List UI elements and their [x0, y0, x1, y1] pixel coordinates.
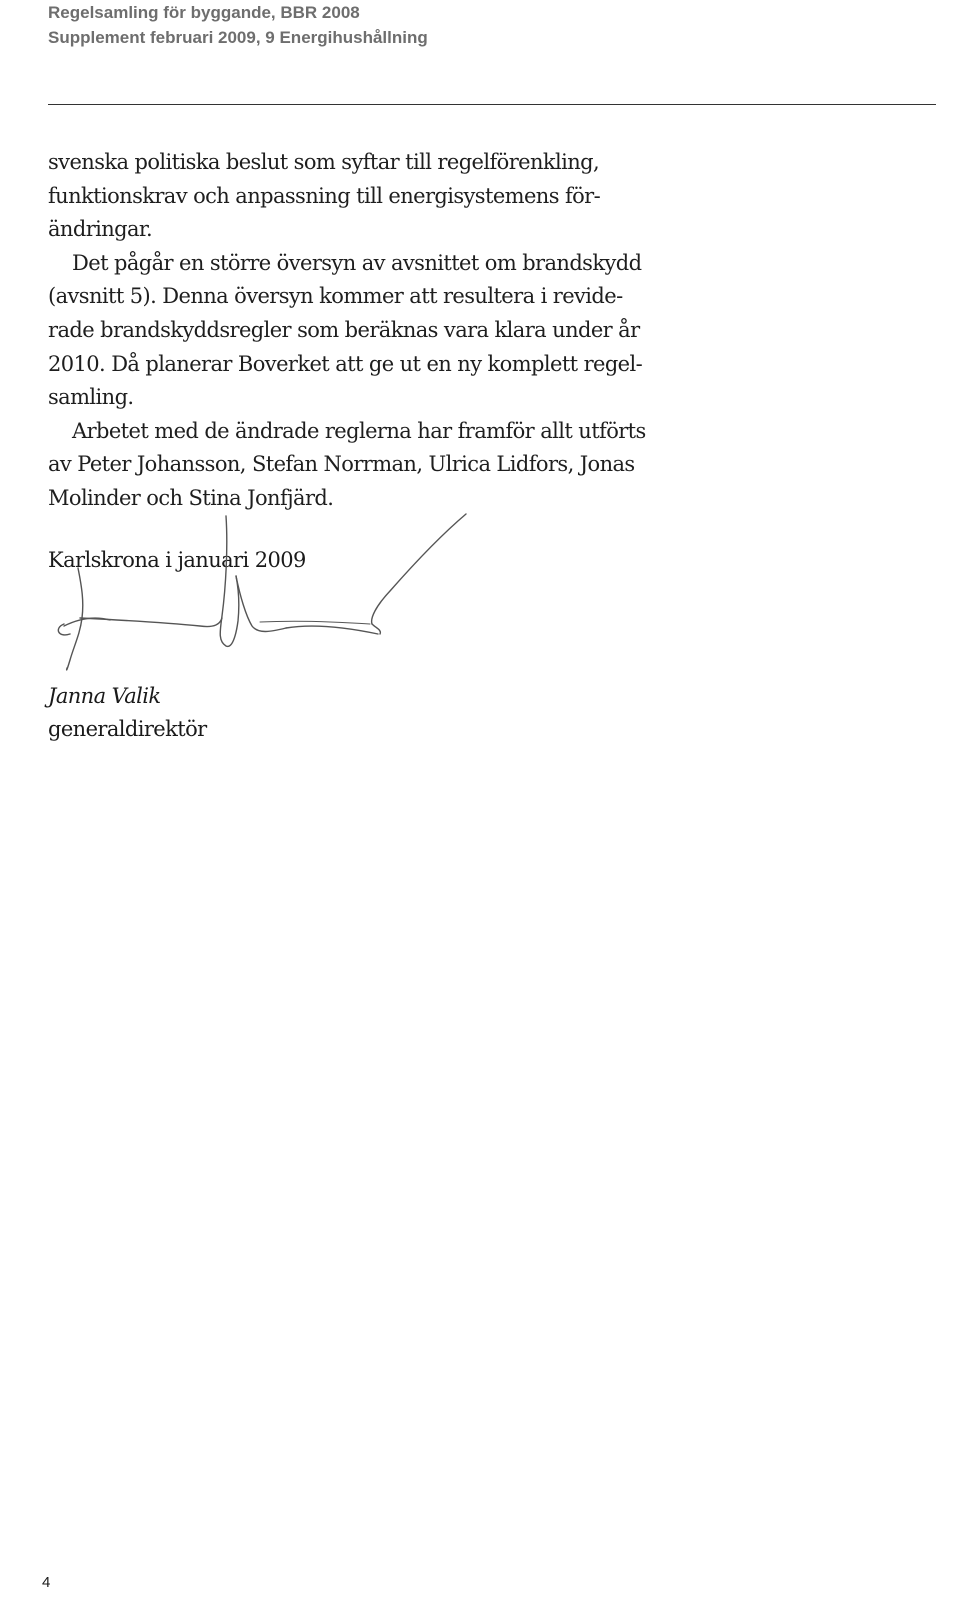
- text-line: (avsnitt 5). Denna översyn kommer att resultera i revide-: [48, 284, 623, 309]
- paragraph-2: [48, 247, 738, 415]
- header-title: Regelsamling för byggande, BBR 2008: [48, 3, 360, 22]
- text-line: ändringar.: [48, 217, 153, 242]
- text-line: rade brandskyddsregler som beräknas vara klara under år: [48, 317, 640, 342]
- text-line: av Peter Johansson, Stefan Norrman, Ulrica Lidfors, Jonas: [48, 452, 635, 477]
- signer-title: generaldirektör: [48, 717, 207, 741]
- text-line: Det pågår en större översyn av avsnittet om brandskydd: [72, 250, 642, 275]
- header-divider: [48, 104, 936, 105]
- signer-name: Janna Valik: [48, 684, 161, 708]
- header-subtitle: Supplement februari 2009, 9 Energihushållning: [48, 28, 428, 47]
- text-line: Arbetet med de ändrade reglerna har framför allt utförts: [72, 418, 646, 443]
- text-line: funktionskrav och anpassning till energisystemens för-: [48, 183, 601, 208]
- handwritten-signature: [40, 506, 480, 686]
- paragraph-3: [48, 415, 738, 516]
- text-line: svenska politiska beslut som syftar till regelförenkling,: [48, 150, 600, 174]
- place-and-date: Karlskrona i januari 2009: [48, 548, 306, 572]
- paragraph-1: [48, 146, 738, 247]
- text-line: samling.: [48, 385, 134, 410]
- body-text: [48, 146, 738, 516]
- text-line: 2010. Då planerar Boverket att ge ut en ny komplett regel-: [48, 351, 643, 376]
- text-line: Molinder och Stina Jonfjärd.: [48, 485, 334, 510]
- page-number: 4: [42, 1574, 51, 1591]
